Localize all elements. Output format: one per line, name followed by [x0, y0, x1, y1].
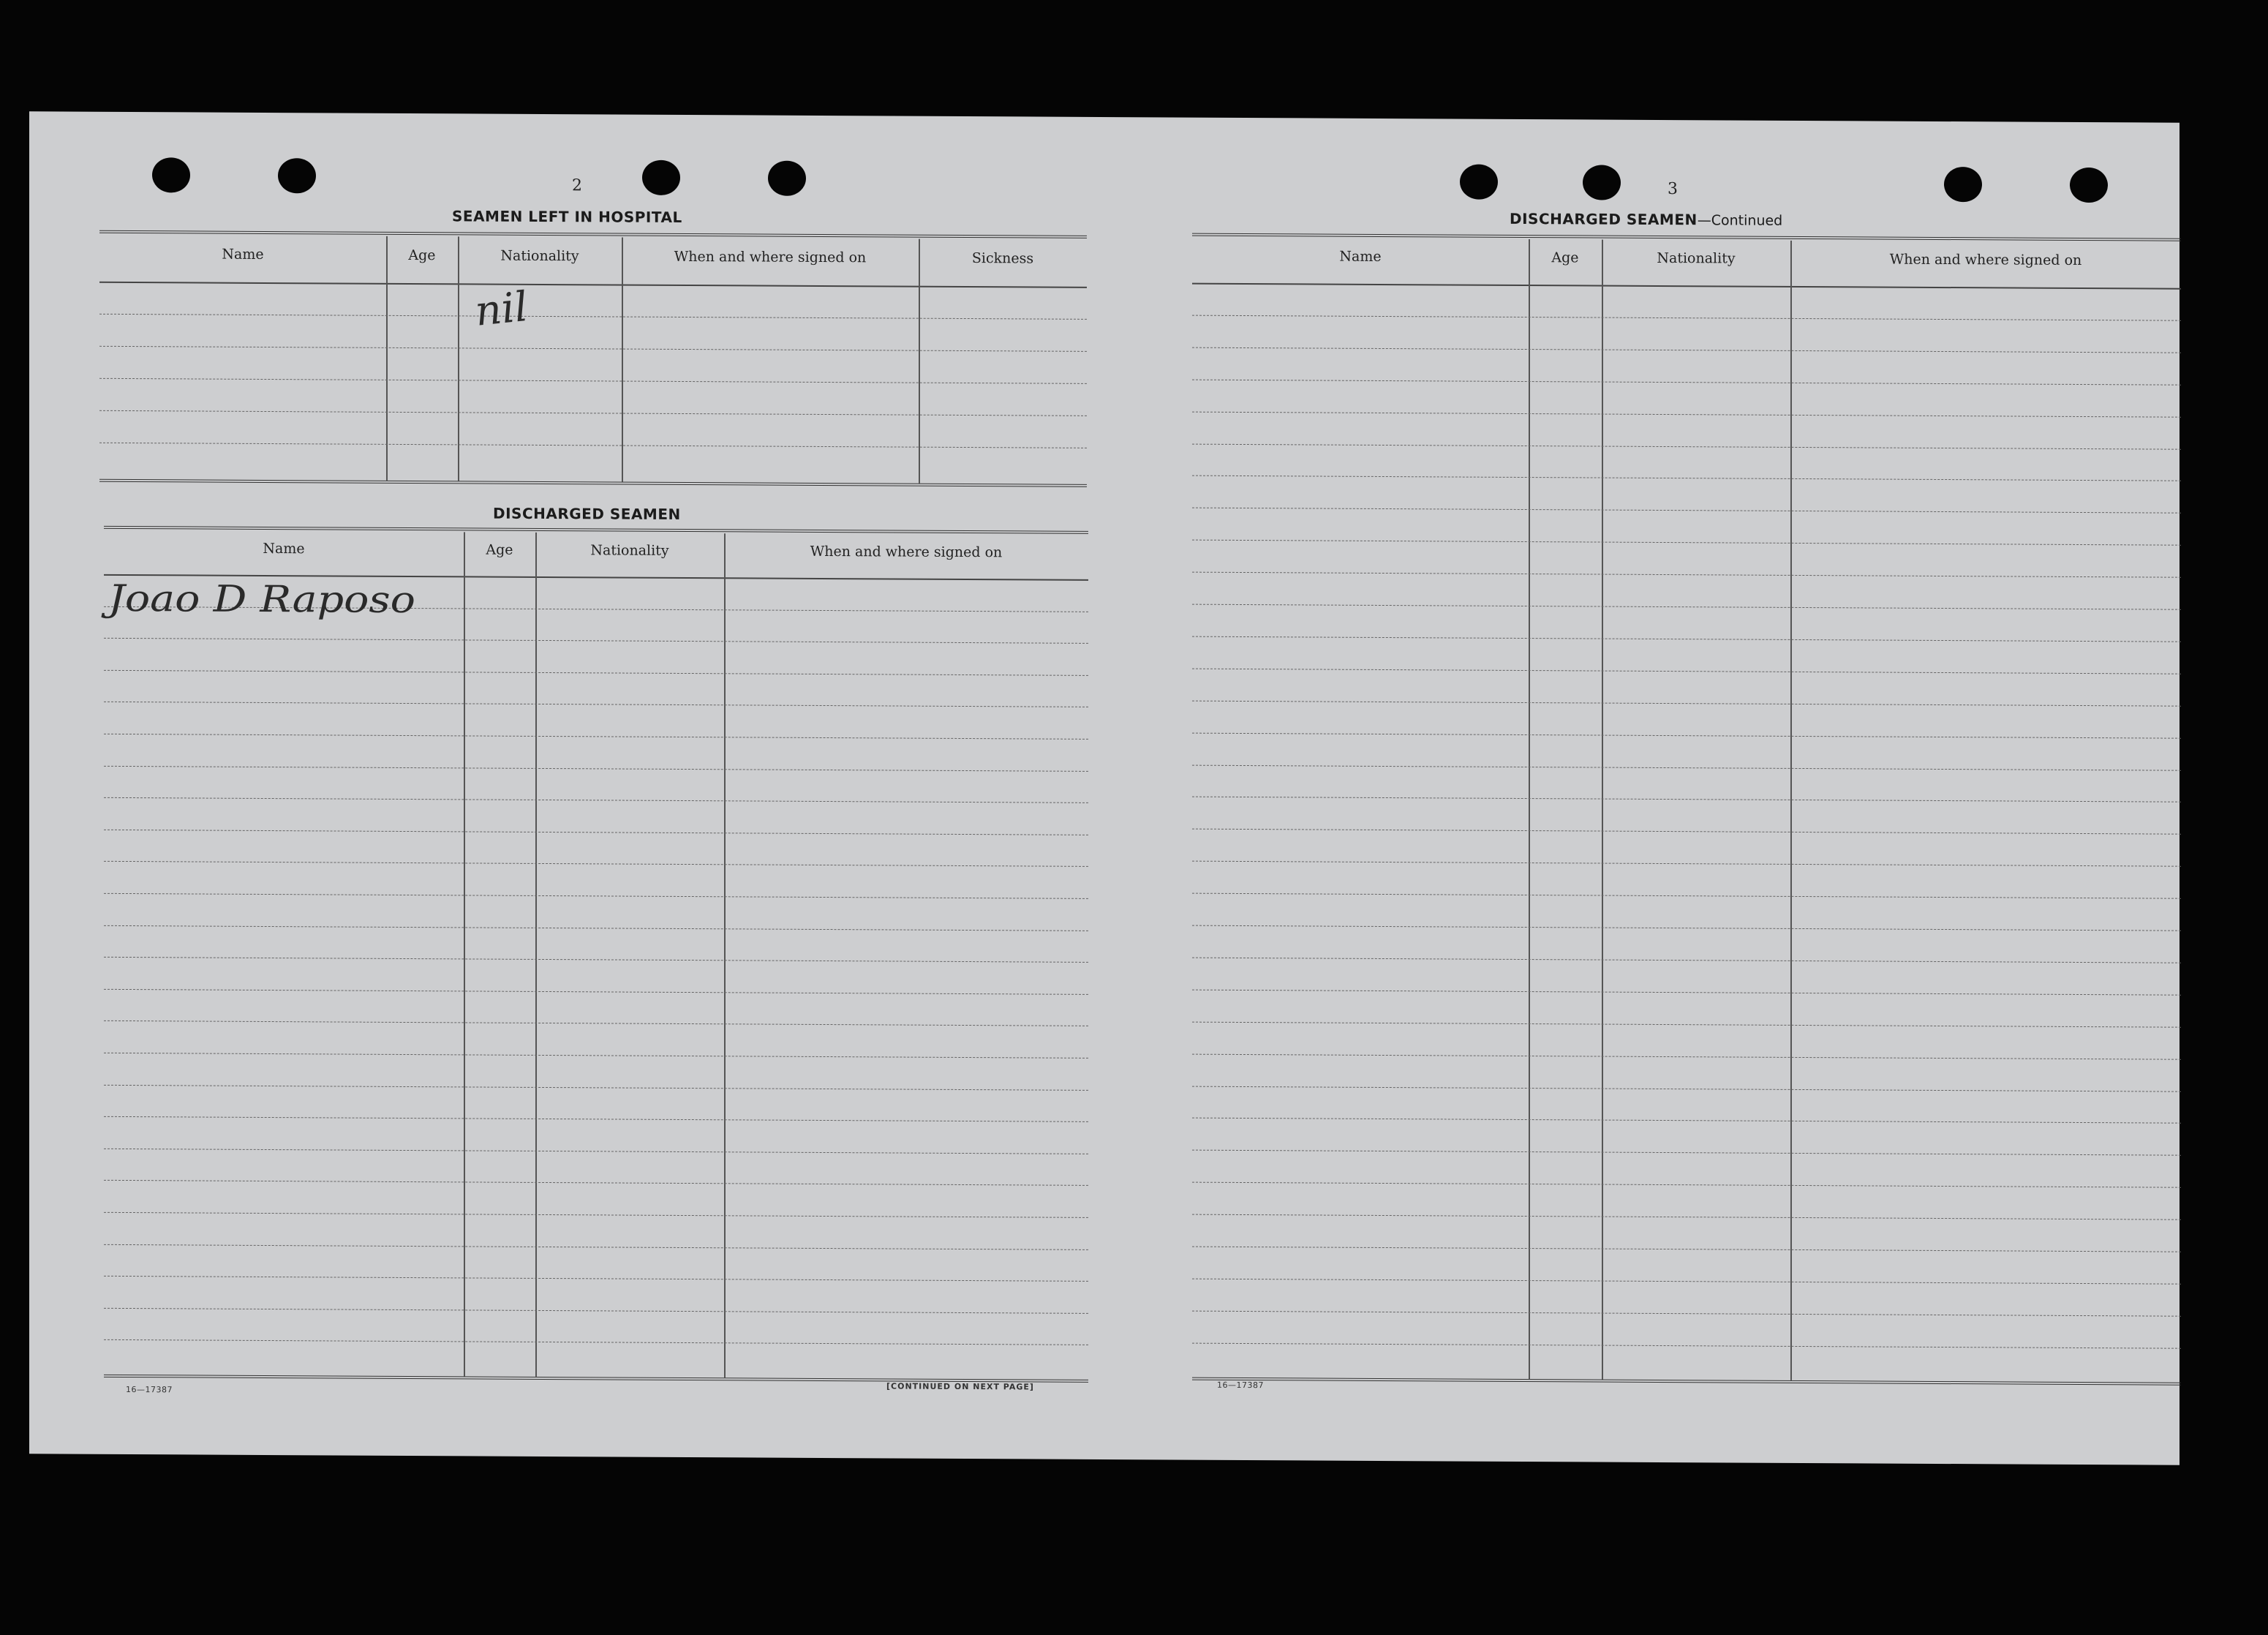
table-row-rule — [1192, 989, 2181, 995]
table-row-rule — [1192, 379, 2181, 385]
column-header: Nationality — [1657, 249, 1736, 267]
table-row-rule — [99, 443, 1087, 448]
column-divider — [1529, 239, 1530, 1379]
table-row-rule — [104, 670, 1088, 676]
column-divider — [1602, 240, 1603, 1380]
table-row-rule — [99, 346, 1087, 352]
table-row-rule — [1192, 604, 2181, 610]
table-row-rule — [104, 1180, 1088, 1186]
form-number-left: 16—17387 — [126, 1384, 173, 1395]
form-number-right: 16—17387 — [1217, 1380, 1264, 1391]
column-header: When and where signed on — [810, 543, 1003, 561]
table-row-rule — [1192, 572, 2181, 578]
table-row-rule — [1192, 1342, 2181, 1348]
table-row-rule — [104, 1212, 1088, 1218]
table-row-rule — [104, 957, 1088, 963]
table-row-rule — [104, 1053, 1088, 1059]
table-row-rule — [104, 702, 1088, 707]
table-row-rule — [104, 797, 1088, 803]
table-row-rule — [1192, 347, 2181, 353]
table-row-rule — [1192, 1118, 2181, 1124]
column-header: Age — [408, 247, 436, 264]
handwritten-nil — [468, 273, 636, 339]
column-divider — [1790, 241, 1792, 1380]
punch-hole — [2070, 168, 2108, 203]
table-row-rule — [104, 1116, 1088, 1122]
table-row-rule — [1192, 1021, 2181, 1027]
table-row-rule — [1192, 1182, 2181, 1188]
punch-hole — [278, 158, 316, 193]
continued-title-suffix: —Continued — [1697, 212, 1783, 229]
table-row-rule — [1192, 764, 2181, 770]
column-header: Name — [1339, 248, 1382, 265]
table-row-rule — [104, 1276, 1088, 1282]
column-header: Nationality — [590, 542, 669, 559]
table-row-rule — [1192, 958, 2181, 963]
punch-hole — [152, 157, 190, 192]
handwritten-signature — [99, 558, 443, 640]
discharged-table — [104, 526, 1088, 1380]
table-row-rule — [104, 1339, 1088, 1345]
column-header: Nationality — [500, 247, 579, 265]
table-row-rule — [1192, 1214, 2181, 1220]
table-row-rule — [1192, 668, 2181, 674]
document-sheet — [29, 111, 2180, 1465]
svg-text:nil: nil — [472, 282, 530, 336]
svg-text:Joao D Raposo: Joao D Raposo — [108, 576, 378, 621]
table-row-rule — [1192, 508, 2181, 514]
column-divider — [724, 533, 726, 1377]
table-row-rule — [104, 1084, 1088, 1090]
table-row-rule — [1192, 732, 2181, 738]
table-row-rule — [104, 861, 1088, 867]
column-divider — [464, 532, 465, 1376]
hospital-section-title: SEAMEN LEFT IN HOSPITAL — [452, 207, 682, 226]
table-row-rule — [1192, 700, 2181, 706]
continued-title-main: DISCHARGED SEAMEN — [1510, 209, 1698, 229]
table-row-rule — [1192, 1086, 2181, 1091]
punch-hole — [642, 160, 680, 195]
table-row-rule — [1192, 1150, 2181, 1156]
punch-hole — [768, 161, 806, 196]
column-header: When and where signed on — [1889, 251, 2082, 268]
table-row-rule — [1192, 797, 2181, 803]
page-number-right: 3 — [1668, 180, 1678, 199]
discharged-section-title: DISCHARGED SEAMEN — [493, 504, 681, 523]
punch-hole — [1460, 165, 1498, 200]
column-header: Name — [222, 246, 264, 263]
table-row-rule — [104, 1149, 1088, 1154]
table-row-rule — [99, 378, 1087, 384]
column-header: When and where signed on — [674, 248, 867, 266]
table-row-rule — [1192, 893, 2181, 899]
page-number-left: 2 — [572, 176, 582, 195]
table-row-rule — [1192, 315, 2181, 321]
table-row-rule — [104, 893, 1088, 899]
table-row-rule — [1192, 1279, 2181, 1285]
table-row-rule — [104, 830, 1088, 835]
table-row-rule — [1192, 1247, 2181, 1252]
table-row-rule — [104, 925, 1088, 931]
continued-table — [1192, 233, 2181, 1383]
column-header: Name — [263, 540, 305, 557]
table-row-rule — [1192, 476, 2181, 481]
punch-hole — [1583, 165, 1621, 200]
continued-section-title — [1510, 210, 1782, 229]
table-row-rule — [1192, 1053, 2181, 1059]
hospital-table — [99, 230, 1087, 484]
table-row-rule — [99, 410, 1087, 416]
column-header: Sickness — [971, 250, 1034, 267]
table-top-rule — [1192, 233, 2181, 241]
table-row-rule — [1192, 1310, 2181, 1316]
column-divider — [535, 533, 537, 1377]
table-row-rule — [104, 734, 1088, 740]
punch-hole — [1944, 167, 1982, 202]
table-row-rule — [1192, 540, 2181, 546]
table-top-rule — [104, 526, 1088, 534]
table-row-rule — [104, 989, 1088, 995]
table-row-rule — [1192, 861, 2181, 867]
table-bottom-rule — [99, 479, 1087, 487]
table-row-rule — [1192, 411, 2181, 417]
table-row-rule — [104, 1244, 1088, 1249]
table-bottom-rule — [1192, 1377, 2181, 1386]
column-header: Age — [1551, 249, 1579, 266]
table-top-rule — [99, 230, 1087, 238]
table-row-rule — [104, 1021, 1088, 1026]
table-row-rule — [104, 1308, 1088, 1314]
table-row-rule — [1192, 636, 2181, 642]
table-row-rule — [104, 765, 1088, 771]
table-row-rule — [1192, 925, 2181, 931]
continued-note: [CONTINUED ON NEXT PAGE] — [886, 1381, 1034, 1392]
table-header-rule — [1192, 283, 2181, 290]
column-header: Age — [486, 541, 513, 558]
table-row-rule — [1192, 443, 2181, 449]
table-row-rule — [1192, 829, 2181, 835]
